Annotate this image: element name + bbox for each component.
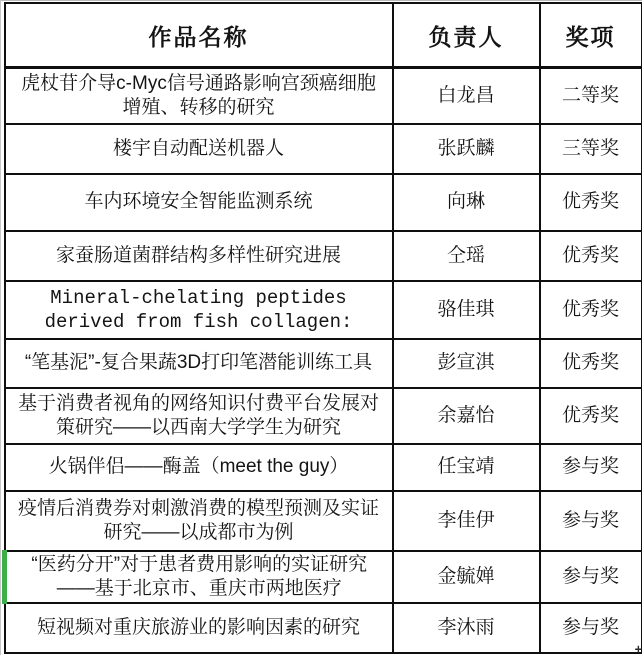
- column-header-person[interactable]: 负责人: [393, 3, 540, 68]
- person-cell[interactable]: 李沐雨: [393, 603, 540, 653]
- table-header-row: [5, 3, 642, 68]
- award-cell[interactable]: 优秀奖: [540, 231, 642, 281]
- work-title-cell[interactable]: 楼宇自动配送机器人: [5, 124, 393, 174]
- table-row: [5, 551, 642, 603]
- column-header-award[interactable]: 奖项: [540, 3, 642, 68]
- work-title-cell[interactable]: “笔基泥”-复合果蔬3D打印笔潜能训练工具: [5, 339, 393, 388]
- table-body: [5, 68, 642, 653]
- table-row: [5, 388, 642, 444]
- work-title-cell[interactable]: 疫情后消费券对刺激消费的模型预测及实证研究——以成都市为例: [5, 491, 393, 551]
- person-cell[interactable]: 向琳: [393, 174, 540, 231]
- award-cell[interactable]: 三等奖: [540, 124, 642, 174]
- award-cell[interactable]: 参与奖: [540, 551, 642, 603]
- table-row: [5, 124, 642, 174]
- person-cell[interactable]: 余嘉怡: [393, 388, 540, 444]
- person-cell[interactable]: 任宝靖: [393, 444, 540, 491]
- table-row: [5, 174, 642, 231]
- person-cell[interactable]: 骆佳琪: [393, 281, 540, 339]
- work-title-cell[interactable]: 车内环境安全智能监测系统: [5, 174, 393, 231]
- work-title-cell[interactable]: 短视频对重庆旅游业的影响因素的研究: [5, 603, 393, 653]
- column-header-work-title[interactable]: 作品名称: [5, 3, 393, 68]
- awards-table: [2, 2, 642, 654]
- award-cell[interactable]: 优秀奖: [540, 339, 642, 388]
- person-cell[interactable]: 金毓婵: [393, 551, 540, 603]
- person-cell[interactable]: 张跃麟: [393, 124, 540, 174]
- window-edge-top: [0, 0, 642, 1]
- table-row: [5, 231, 642, 281]
- work-title-cell[interactable]: 家蚕肠道菌群结构多样性研究进展: [5, 231, 393, 281]
- award-cell[interactable]: 参与奖: [540, 603, 642, 653]
- person-cell[interactable]: 仝瑶: [393, 231, 540, 281]
- table-row: [5, 444, 642, 491]
- table-row: [5, 68, 642, 124]
- award-cell[interactable]: 优秀奖: [540, 281, 642, 339]
- work-title-cell[interactable]: 火锅伴侣——酶盖（meet the guy）: [5, 444, 393, 491]
- work-title-cell[interactable]: 虎杖苷介导c-Myc信号通路影响宫颈癌细胞增殖、转移的研究: [5, 68, 393, 124]
- work-title-cell[interactable]: Mineral-chelating peptides derived from fish collagen:: [5, 281, 393, 339]
- award-cell[interactable]: 参与奖: [540, 444, 642, 491]
- table-row: [5, 603, 642, 653]
- work-title-cell[interactable]: “医药分开”对于患者费用影响的实证研究——基于北京市、重庆市两地医疗: [5, 551, 393, 603]
- person-cell[interactable]: 彭宣淇: [393, 339, 540, 388]
- table-row: [5, 339, 642, 388]
- award-cell[interactable]: 二等奖: [540, 68, 642, 124]
- table-row: [5, 491, 642, 551]
- award-cell[interactable]: 优秀奖: [540, 388, 642, 444]
- work-title-cell[interactable]: 基于消费者视角的网络知识付费平台发展对策研究——以西南大学学生为研究: [5, 388, 393, 444]
- window-edge-left: [0, 0, 1, 655]
- person-cell[interactable]: 白龙昌: [393, 68, 540, 124]
- award-cell[interactable]: 优秀奖: [540, 174, 642, 231]
- person-cell[interactable]: 李佳伊: [393, 491, 540, 551]
- table-row: [5, 281, 642, 339]
- award-cell[interactable]: 参与奖: [540, 491, 642, 551]
- fill-handle-icon[interactable]: +: [634, 642, 642, 655]
